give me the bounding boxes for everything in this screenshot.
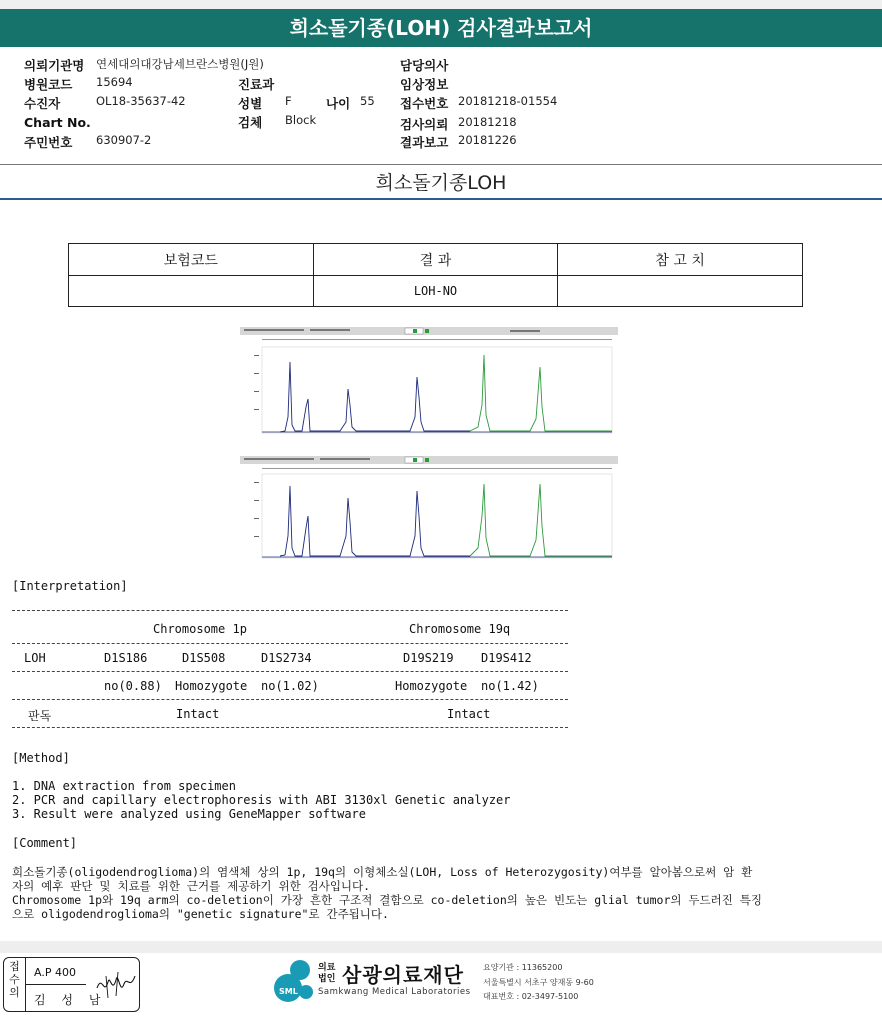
marker-d1s508: D1S508	[182, 651, 226, 665]
comment-line: 자의 예후 판단 및 치료를 위한 근거를 제공하기 위한 검사입니다.	[12, 879, 371, 893]
specimen-value: Block	[285, 113, 317, 127]
report-date-value: 20181226	[458, 133, 517, 147]
doctor-label: 담당의사	[400, 58, 449, 73]
comment-line: Chromosome 1p와 19q arm의 co-deletion이 가장 흔한 구조적 결함으로 co-deletion의 높은 빈도는 glial tumor의 두드러진 특징	[12, 893, 762, 907]
comment-line: 희소돌기종(oligodendroglioma)의 염색체 상의 1p, 19q의 이형체소실(LOH, Loss of Heterozygosity)여부를 알아봄으로써 암 환	[12, 865, 753, 879]
reference-header: 참 고 치	[558, 244, 803, 276]
sex-label: 성별	[238, 96, 263, 111]
hospital-code-value: 15694	[96, 75, 133, 89]
judgement-1p: Intact	[176, 707, 220, 721]
comment-line: 으로 oligodendroglioma의 "genetic signature"로 간주됩니다.	[12, 907, 389, 921]
marker-d1s2734: D1S2734	[261, 651, 312, 665]
institution-label: 의뢰기관명	[24, 58, 85, 73]
sex-value: F	[285, 94, 292, 108]
value-d19s219: Homozygote	[395, 679, 468, 693]
collector-value: OL18-35637-42	[96, 94, 186, 108]
test-title: 희소돌기종LOH	[375, 172, 507, 194]
method-item: 1. DNA extraction from specimen	[12, 779, 236, 793]
org-phone: 대표번호 : 02-3497-5100	[483, 992, 579, 1001]
stamp-divider	[26, 984, 86, 985]
samkwang-logo	[270, 958, 610, 1008]
result-table	[68, 243, 803, 307]
result-table-header	[69, 244, 803, 276]
marker-d19s219: D19S219	[403, 651, 454, 665]
receipt-no-value: 20181218-01554	[458, 94, 558, 108]
electropherogram-1	[240, 327, 620, 435]
stamp-name: 김 성 남	[34, 993, 107, 1007]
org-address: 서울특별시 서초구 양재동 9-60	[483, 978, 594, 987]
reference-cell	[558, 276, 803, 307]
method-item: 3. Result were analyzed using GeneMapper software	[12, 807, 367, 821]
interpretation-heading: [Interpretation]	[12, 579, 128, 593]
org-english-name: Samkwang Medical Laboratories	[318, 987, 471, 997]
request-date-value: 20181218	[458, 115, 517, 129]
collector-label: 수진자	[24, 96, 61, 111]
age-label: 나이	[326, 96, 351, 111]
age-value: 55	[360, 94, 375, 108]
chrom-1p-label: Chromosome 1p	[153, 622, 247, 636]
org-name: 삼광의료재단	[342, 963, 464, 987]
method-heading: [Method]	[12, 751, 70, 765]
dashed-rule	[12, 699, 568, 700]
dashed-rule	[12, 643, 568, 644]
signature-icon	[94, 966, 138, 1002]
judgement-label: 판독	[28, 709, 52, 723]
value-d1s2734: no(1.02)	[261, 679, 319, 693]
method-item: 2. PCR and capillary electrophoresis with ABI 3130xl Genetic analyzer	[12, 793, 511, 807]
value-d19s412: no(1.42)	[481, 679, 539, 693]
result-cell: LOH-NO	[313, 276, 558, 307]
value-d1s186: no(0.88)	[104, 679, 162, 693]
institution-value: 연세대의대강남세브란스병원(J원)	[96, 57, 264, 71]
result-table-row	[69, 276, 803, 307]
department-label: 진료과	[238, 77, 275, 92]
insurance-code-header: 보험코드	[69, 244, 314, 276]
logo-text: SML	[279, 987, 298, 996]
comment-heading: [Comment]	[12, 836, 78, 850]
marker-d19s412: D19S412	[481, 651, 532, 665]
test-title-rule	[0, 198, 882, 200]
report-title: 희소돌기종(LOH) 검사결과보고서	[0, 9, 882, 47]
stamp-vertical-text: 접 수 의	[9, 960, 20, 999]
sml-logo-icon	[270, 958, 316, 1006]
stamp-vertical-label	[4, 958, 26, 1011]
receipt-no-label: 접수번호	[400, 96, 449, 111]
reception-stamp	[3, 957, 140, 1012]
top-strip	[0, 0, 882, 9]
result-header: 결 과	[313, 244, 558, 276]
patient-info-section	[0, 47, 882, 165]
resident-no-value: 630907-2	[96, 133, 152, 147]
judgement-19q: Intact	[447, 707, 491, 721]
hospital-code-label: 병원코드	[24, 77, 73, 92]
dashed-rule	[12, 671, 568, 672]
footer-strip	[0, 941, 882, 953]
dashed-rule	[12, 727, 568, 728]
report-date-label: 결과보고	[400, 135, 449, 150]
marker-d1s186: D1S186	[104, 651, 148, 665]
chrom-19q-label: Chromosome 19q	[409, 622, 511, 636]
dashed-rule	[12, 610, 568, 611]
specimen-label: 검체	[238, 115, 263, 130]
resident-no-label: 주민번호	[24, 135, 73, 150]
info-divider	[0, 164, 882, 165]
chart-no-label: Chart No.	[24, 115, 91, 130]
clinical-info-label: 임상정보	[400, 77, 449, 92]
loh-row-label: LOH	[24, 651, 46, 665]
org-code: 요양기관 : 11365200	[483, 963, 563, 972]
org-small-label: 의료 법인	[318, 963, 336, 984]
value-d1s508: Homozygote	[175, 679, 248, 693]
stamp-ap: A.P 400	[34, 966, 76, 979]
request-date-label: 검사의뢰	[400, 117, 449, 132]
electropherogram-2	[240, 456, 620, 560]
insurance-code-cell	[69, 276, 314, 307]
